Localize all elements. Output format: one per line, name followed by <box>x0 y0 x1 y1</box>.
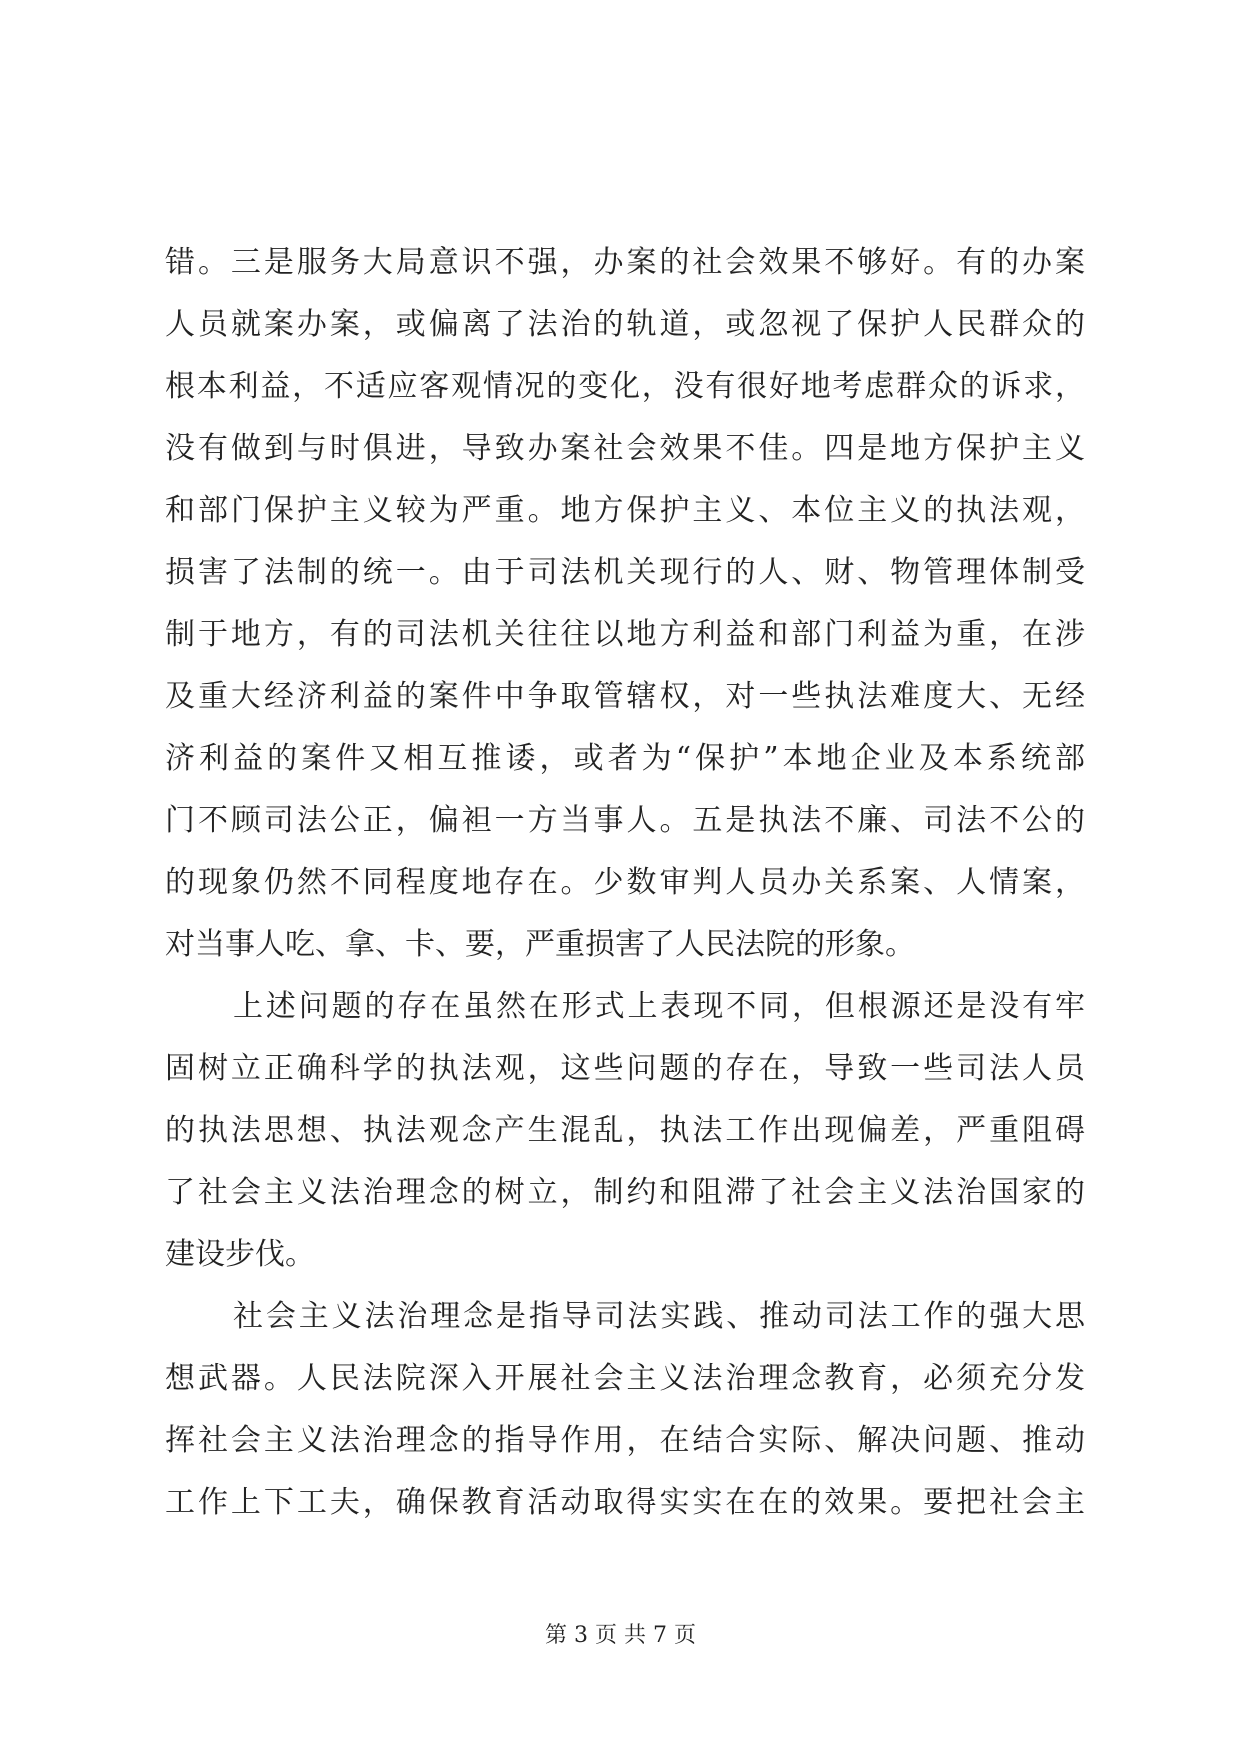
document-body <box>165 232 1085 1534</box>
text-line: 和部门保护主义较为严重。地方保护主义、本位主义的执法观， <box>165 493 1085 528</box>
text-line: 上述问题的存在虽然在形式上表现不同，但根源还是没有牢 <box>233 989 1085 1024</box>
text-line: 的执法思想、执法观念产生混乱，执法工作出现偏差，严重阻碍 <box>165 1113 1085 1148</box>
text-line: 的现象仍然不同程度地存在。少数审判人员办关系案、人情案， <box>165 865 1085 900</box>
text-line: 挥社会主义法治理念的指导作用，在结合实际、解决问题、推动 <box>165 1423 1085 1458</box>
text-line: 济利益的案件又相互推诿，或者为“保护”本地企业及本系统部 <box>165 741 1085 776</box>
text-line: 固树立正确科学的执法观，这些问题的存在，导致一些司法人员 <box>165 1051 1085 1086</box>
text-line: 没有做到与时俱进，导致办案社会效果不佳。四是地方保护主义 <box>165 431 1085 466</box>
text-line: 对当事人吃、拿、卡、要，严重损害了人民法院的形象。 <box>165 927 915 962</box>
paragraph <box>165 232 1085 976</box>
text-line: 社会主义法治理念是指导司法实践、推动司法工作的强大思 <box>233 1299 1085 1334</box>
text-line: 想武器。人民法院深入开展社会主义法治理念教育，必须充分发 <box>165 1361 1085 1396</box>
paragraph <box>165 976 1085 1286</box>
text-line: 人员就案办案，或偏离了法治的轨道，或忽视了保护人民群众的 <box>165 307 1085 342</box>
text-line: 建设步伐。 <box>165 1237 315 1272</box>
paragraph <box>165 1286 1085 1534</box>
page-number-footer: 第 3 页 共 7 页 <box>545 1623 696 1648</box>
text-line: 门不顾司法公正，偏袒一方当事人。五是执法不廉、司法不公的 <box>165 803 1085 838</box>
text-line: 损害了法制的统一。由于司法机关现行的人、财、物管理体制受 <box>165 555 1085 590</box>
text-line: 了社会主义法治理念的树立，制约和阻滞了社会主义法治国家的 <box>165 1175 1085 1210</box>
text-line: 根本利益，不适应客观情况的变化，没有很好地考虑群众的诉求， <box>165 369 1085 404</box>
text-line: 错。三是服务大局意识不强，办案的社会效果不够好。有的办案 <box>165 245 1085 280</box>
text-line: 及重大经济利益的案件中争取管辖权，对一些执法难度大、无经 <box>165 679 1085 714</box>
text-line: 制于地方，有的司法机关往往以地方利益和部门利益为重，在涉 <box>165 617 1085 652</box>
text-line: 工作上下工夫，确保教育活动取得实实在在的效果。要把社会主 <box>165 1485 1085 1520</box>
